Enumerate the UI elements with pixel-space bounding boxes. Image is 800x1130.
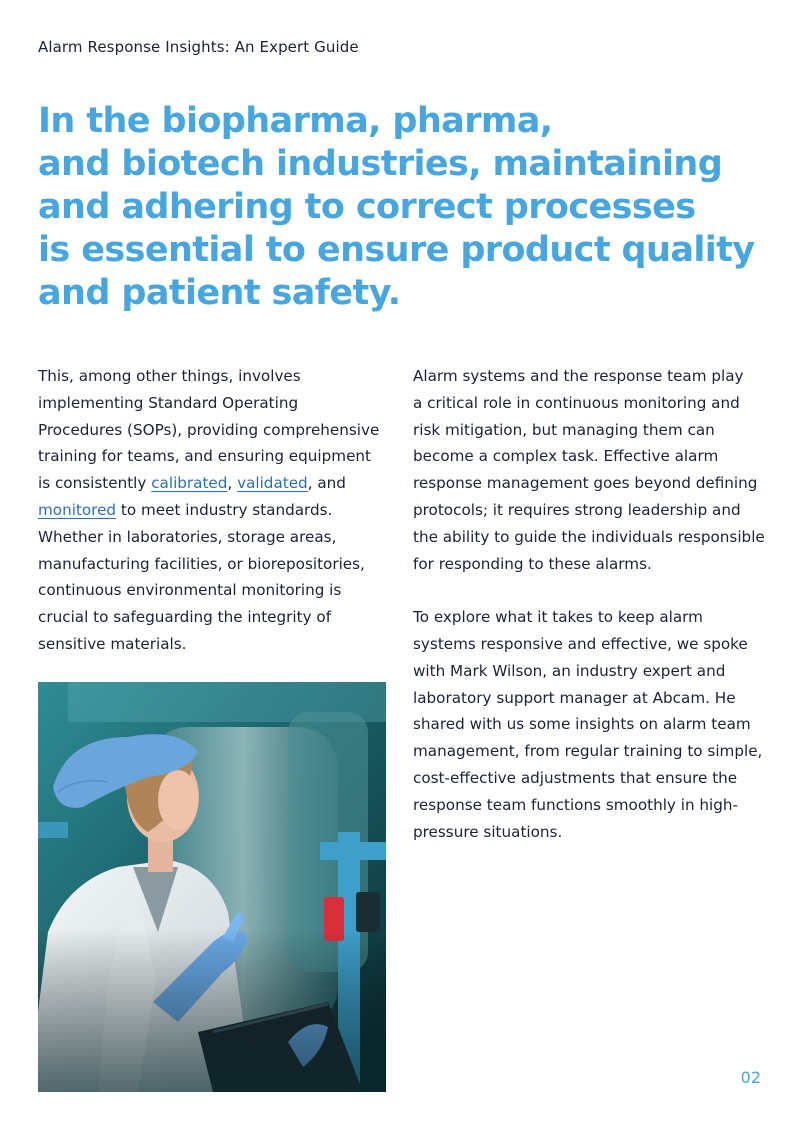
text-line: with Mark Wilson, an industry expert and (413, 661, 726, 680)
text-line: response management goes beyond defining (413, 474, 758, 493)
headline-line: and adhering to correct processes (38, 187, 696, 227)
headline-line: and patient safety. (38, 273, 401, 313)
paragraph-gap (413, 577, 773, 604)
text-line: management, from regular training to simple, (413, 742, 763, 761)
text-line: crucial to safeguarding the integrity of (38, 608, 332, 627)
text-line: Whether in laboratories, storage areas, (38, 527, 337, 546)
text-fragment: , and (307, 474, 346, 493)
page-number: 02 (740, 1068, 761, 1087)
text-line-with-link (38, 497, 398, 524)
text-line: the ability to guide the individuals responsible (413, 527, 765, 546)
calibrated-link[interactable]: calibrated (151, 474, 228, 493)
text-line: To explore what it takes to keep alarm (413, 608, 703, 627)
text-line: risk mitigation, but managing them can (413, 420, 715, 439)
text-line: protocols; it requires strong leadership and (413, 500, 741, 519)
running-header: Alarm Response Insights: An Expert Guide (38, 38, 359, 56)
lab-scientist-photo (38, 682, 386, 1092)
headline-line: In the biopharma, pharma, (38, 101, 553, 141)
text-line: systems responsive and effective, we spoke (413, 634, 748, 653)
monitored-link[interactable]: monitored (38, 500, 117, 519)
text-line: This, among other things, involves (38, 367, 301, 385)
text-line: sensitive materials. (38, 634, 187, 653)
text-line: training for teams, and ensuring equipment (38, 447, 371, 466)
headline-line: is essential to ensure product quality (38, 230, 755, 270)
right-column-text (413, 363, 773, 845)
text-line: cost-effective adjustments that ensure the (413, 768, 738, 787)
page-headline (38, 100, 778, 315)
text-line: Procedures (SOPs), providing comprehensive (38, 420, 380, 439)
text-line: pressure situations. (413, 822, 563, 841)
text-line: response team functions smoothly in high- (413, 795, 738, 814)
text-line: laboratory support manager at Abcam. He (413, 688, 736, 707)
text-line: continuous environmental monitoring is (38, 581, 342, 600)
text-fragment: , (227, 474, 238, 493)
validated-link[interactable]: validated (237, 474, 308, 493)
text-line: shared with us some insights on alarm team (413, 715, 751, 734)
left-column-text (38, 363, 398, 658)
text-fragment: to meet industry standards. (116, 500, 333, 519)
text-line-with-links (38, 470, 398, 497)
text-line: Alarm systems and the response team play (413, 367, 744, 385)
text-line: manufacturing facilities, or biorepositories, (38, 554, 365, 573)
text-line: for responding to these alarms. (413, 554, 652, 573)
text-line: a critical role in continuous monitoring and (413, 393, 740, 412)
text-line: implementing Standard Operating (38, 393, 299, 412)
headline-line: and biotech industries, maintaining (38, 144, 723, 184)
text-fragment: is consistently (38, 474, 152, 493)
text-line: become a complex task. Effective alarm (413, 447, 719, 466)
